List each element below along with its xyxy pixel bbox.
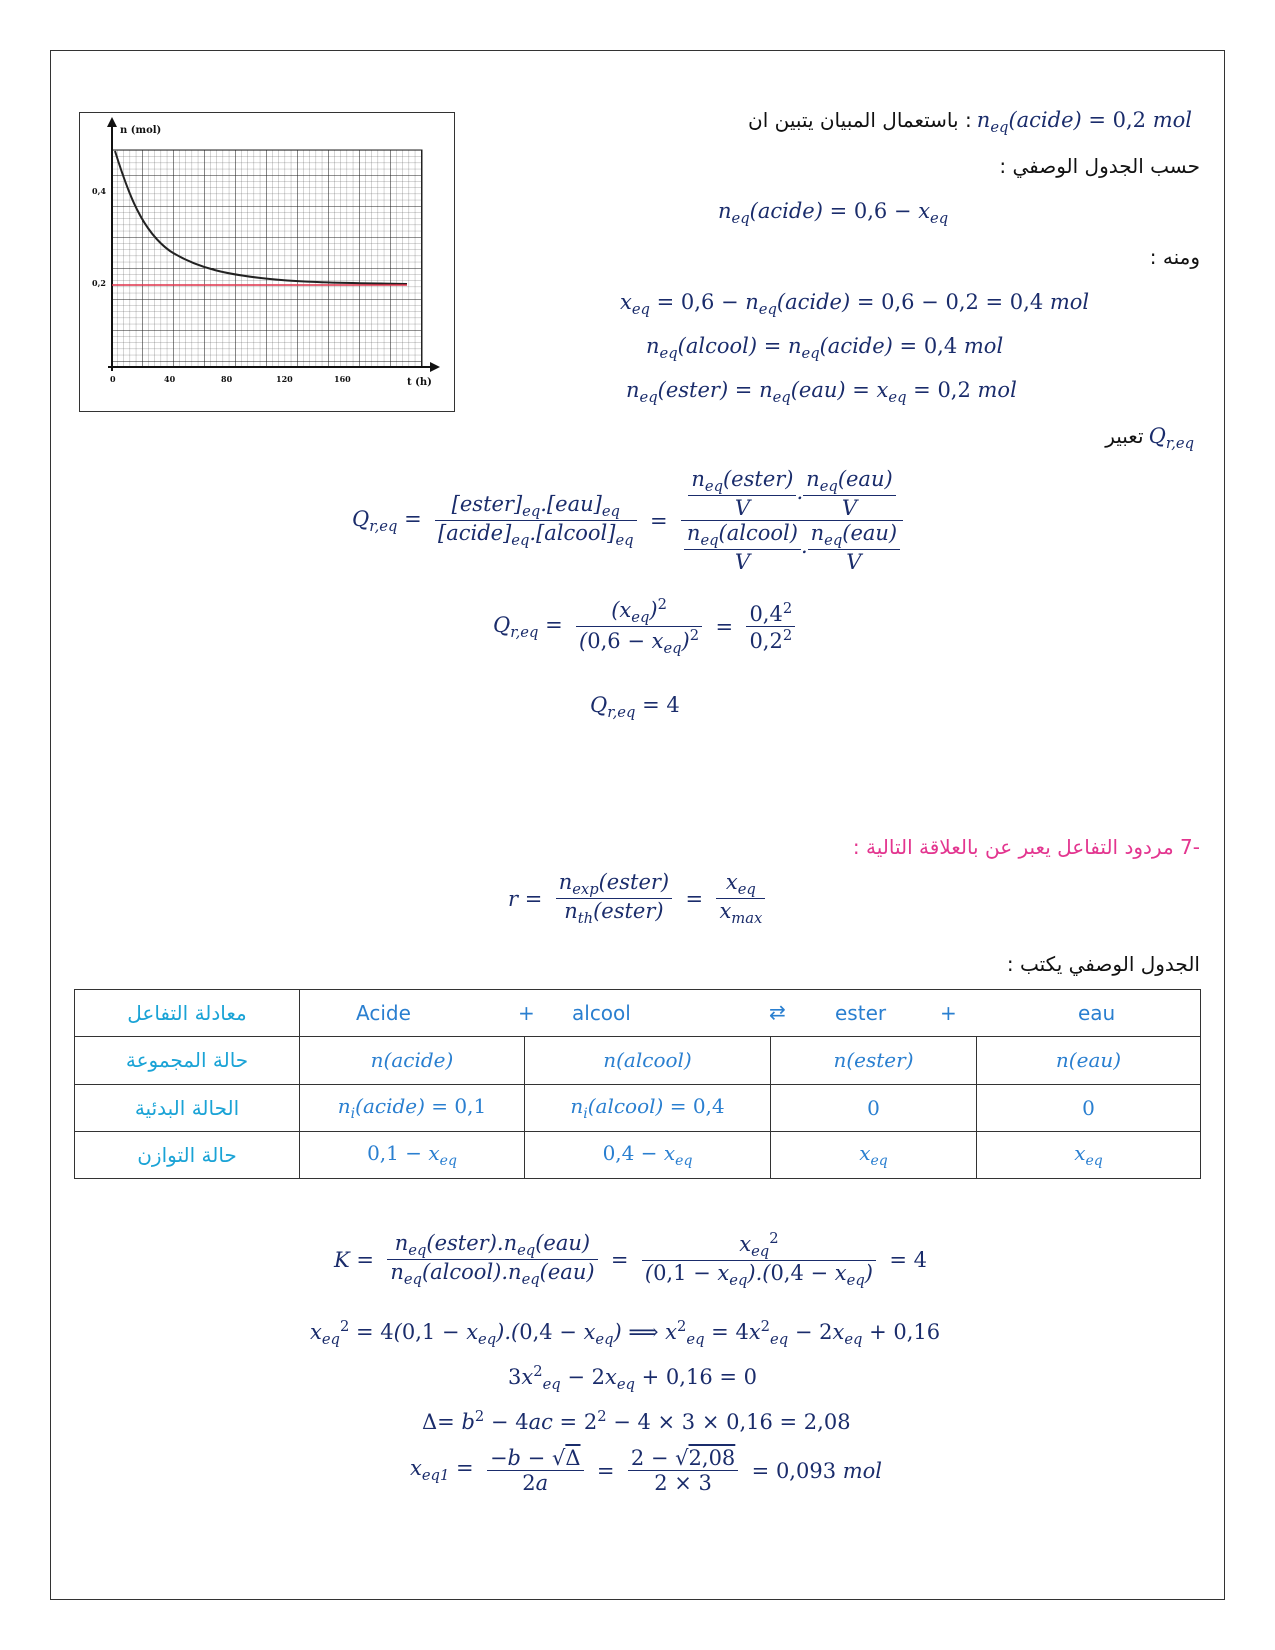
state-ester: n(ester) bbox=[771, 1037, 977, 1084]
initial-alcool: $n_i(alcool) = 0,4$ bbox=[525, 1084, 771, 1131]
eq-arrow: ⇄ bbox=[769, 1000, 786, 1024]
state-acide: n(acide) bbox=[300, 1037, 525, 1084]
x-tick-80: 80 bbox=[221, 374, 233, 384]
row-label-equilibrium: حالة التوازن bbox=[75, 1131, 300, 1178]
table-row-initial bbox=[75, 1084, 1201, 1131]
eq-neq-ester: $n_{eq}(ester) = n_{eq}(eau) = x_{eq} = 0,2$ mol bbox=[626, 378, 1017, 407]
eq-plus-2: + bbox=[940, 1001, 957, 1025]
frac-amounts: $\frac{n_{eq}(ester)}{V}$ . $\frac{n_{eq}(eau)}{V}$ $\frac{n_{eq}(alcool)}{V}$ . $\frac{n_{eq}(eau)}{V}$ bbox=[681, 467, 903, 574]
eq-plus-1: + bbox=[518, 1001, 535, 1025]
eq-eau: eau bbox=[1078, 1001, 1116, 1025]
row-label-state: حالة المجموعة bbox=[75, 1037, 300, 1084]
y-axis-arrow bbox=[107, 117, 117, 127]
section-7-title: -7 مردود التفاعل يعبر عن بالعلاقة التالية : bbox=[852, 835, 1200, 859]
y-axis-label: n (mol) bbox=[120, 125, 162, 136]
eq-quadratic: $3x^2_{eq} - 2x_{eq} + 0,16 = 0$ bbox=[508, 1363, 757, 1394]
eq-neq-alcool: $n_{eq}(alcool)$ = $n_{eq}(acide) = 0,4$ mol bbox=[646, 334, 1004, 363]
reaction-equation-cell bbox=[300, 990, 1201, 1037]
graph-svg bbox=[80, 113, 454, 411]
eq-qreq-concentrations: $Q_{r,eq}$ = $\frac{[ester]_{eq}.[eau]_{eq}}{[acide]_{eq}.[alcool]_{eq}}$ = $\frac{n_{eq}(ester)}{V}$ . $\frac{n_{eq}(eau)}{V}$ $\frac{n_{eq}(alcool)}{V}$ . $\frac{n_{eq}(eau)}{V}$ bbox=[352, 467, 903, 574]
eq-yield: r = $\frac{n_{exp}(ester)}{n_{th}(ester)}$ = $\frac{x_{eq}}{x_{max}}$ bbox=[508, 870, 765, 927]
frac-concentrations: $\frac{[ester]_{eq}.[eau]_{eq}}{[acide]_{eq}.[alcool]_{eq}}$ bbox=[435, 492, 637, 549]
x-tick-40: 40 bbox=[164, 374, 176, 384]
eq-discriminant: $\Delta= b^2 - 4ac = 2^2 - 4 \times 3 \times 0,16 = 2,08$ bbox=[422, 1408, 851, 1434]
x-tick-120: 120 bbox=[276, 374, 293, 384]
eq-qreq-result: $Q_{r,eq} = 4$ bbox=[590, 693, 680, 722]
graph-reading-text: باستعمال المبيان يتبين ان : bbox=[748, 108, 972, 132]
initial-eau: 0 bbox=[977, 1084, 1201, 1131]
equilibrium-eau: $x_{eq}$ bbox=[977, 1131, 1201, 1178]
state-alcool: n(alcool) bbox=[525, 1037, 771, 1084]
y-tick-0-2: 0,2 bbox=[92, 278, 106, 288]
hence-text: ومنه : bbox=[1149, 245, 1200, 269]
equilibrium-ester: $x_{eq}$ bbox=[771, 1131, 977, 1178]
expression-word: تعبير bbox=[1105, 424, 1144, 448]
eq-quadratic-expand: $x_{eq}^2 = 4(0,1 - x_{eq}).(0,4 - x_{eq})$ ⟹ $x^2_{eq} = 4x^2_{eq} - 2x_{eq} + 0,16$ bbox=[310, 1318, 941, 1349]
row-label-equation: معادلة التفاعل bbox=[75, 990, 300, 1037]
x-axis-label: t (h) bbox=[407, 377, 432, 388]
eq-neq-acide: $n_{eq}(acide) = 0,6 - x_{eq}$ bbox=[718, 199, 949, 228]
x-axis-arrow bbox=[430, 362, 440, 372]
initial-acide: $n_i(acide) = 0,1$ bbox=[300, 1084, 525, 1131]
y-tick-0-4: 0,4 bbox=[92, 186, 106, 196]
x-tick-0: 0 bbox=[110, 374, 116, 384]
x-tick-160: 160 bbox=[334, 374, 351, 384]
eq-alcool: alcool bbox=[572, 1001, 631, 1025]
eq-xeq: $x_{eq} = 0,6$ − $n_{eq}(acide) = 0,6 - 0,2 = 0,4$ mol bbox=[620, 290, 1090, 319]
eq-ester: ester bbox=[835, 1001, 887, 1025]
qreq-symbol: $Q_{r,eq}$ bbox=[1148, 424, 1194, 453]
table-intro-text: الجدول الوصفي يكتب : bbox=[1006, 952, 1200, 976]
state-eau: n(eau) bbox=[977, 1037, 1201, 1084]
neq-acide-value: $n_{eq}(acide) = 0,2$ mol bbox=[976, 108, 1192, 137]
table-row-equilibrium bbox=[75, 1131, 1201, 1178]
progress-table bbox=[74, 989, 1201, 1179]
table-reference-text: حسب الجدول الوصفي : bbox=[999, 154, 1200, 178]
line-graph-reading bbox=[748, 108, 1200, 136]
graph-figure bbox=[79, 112, 455, 412]
initial-ester: 0 bbox=[771, 1084, 977, 1131]
table-row-state bbox=[75, 1037, 1201, 1084]
eq-root: $x_{eq1}$ = $\frac{-b - √\Delta}{2a}$ = $\frac{2 - √2,08}{2 \times 3}$ = 0,093 mol bbox=[410, 1446, 883, 1495]
equilibrium-acide: $0,1 - x_{eq}$ bbox=[300, 1131, 525, 1178]
table-row-equation bbox=[75, 990, 1201, 1037]
eq-qreq-xeq: $Q_{r,eq}$ = $\frac{(x_{eq})^2}{(0,6 - x_{eq})^2}$ = $\frac{0,4^2}{0,2^2}$ bbox=[493, 596, 795, 657]
qreq-expression-heading bbox=[1105, 424, 1200, 452]
equilibrium-alcool: $0,4 - x_{eq}$ bbox=[525, 1131, 771, 1178]
eq-acide: Acide bbox=[356, 1001, 411, 1025]
graph-grid bbox=[112, 150, 422, 367]
row-label-initial: الحالة البدئية bbox=[75, 1084, 300, 1131]
eq-k: K = $\frac{n_{eq}(ester).n_{eq}(eau)}{n_{eq}(alcool).n_{eq}(eau)}$ = $\frac{x_{eq}^2}{(0,1 - x_{eq}).(0,4 - x_{eq})}$ = 4 bbox=[334, 1230, 927, 1290]
